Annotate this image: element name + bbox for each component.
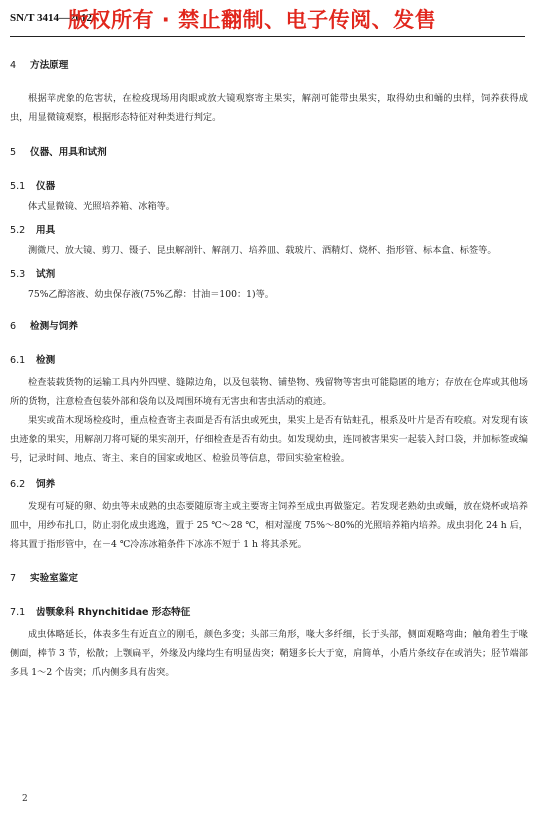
section-number: 7 [10,573,17,584]
section-heading [10,144,528,158]
copyright-watermark: 版权所有 · 禁止翻制、电子传阅、发售 [68,8,437,32]
paragraph: 75%乙醇溶液、幼虫保存液(75%乙醇：甘油＝100：1)等。 [28,289,274,300]
subsection-number: 5.3 [10,269,26,280]
paragraph: 检查装载货物的运输工具内外四壁、缝隙边角，以及包装物、铺垫物、残留物等害虫可能隐匿的地方；存放在仓库或其他场所的货物，注意检查包装外部和袋角以及周围环境有无害虫和害虫活动的痕迹。 [10,377,528,407]
subsection-heading [10,178,528,192]
section-title: 检测与饲养 [30,321,78,332]
paragraph: 根据苹虎象的危害状，在检疫现场用肉眼或放大镜观察寄主果实，解剖可能带虫果实，取得幼虫和蛹的虫样，饲养获得成虫，用显微镜观察，根据形态特征对种类进行判定。 [10,93,528,123]
section-title: 实验室鉴定 [30,573,78,584]
subsection-title: 试剂 [36,269,56,280]
section-title: 方法原理 [30,60,69,71]
section-number: 4 [10,60,17,71]
subsection-number: 5.1 [10,181,26,192]
subsection-number: 6.1 [10,355,26,366]
paragraph: 测微尺、放大镜、剪刀、镊子、昆虫解剖针、解剖刀、培养皿、载玻片、酒精灯、烧杯、指形管、标本盒、标签等。 [28,245,497,256]
paragraph: 成虫体略延长，体表多生有近直立的刚毛，颜色多变；头部三角形，喙大多纤细，长于头部，侧面观略弯曲；触角着生于喙侧面，棒节 3 节，松散；上颚扁平，外缘及内缘均生有明显齿突；鞘翅多长大于宽，肩简单，小盾片条纹存在或消失；胫节端部多具 1～2 个齿突；爪内侧多具有齿突。 [10,629,528,678]
section-heading [10,57,528,71]
subsection-heading [10,222,528,236]
subsection-number: 7.1 [10,607,26,618]
document-body [10,52,528,682]
subsection-title: 用具 [36,225,56,236]
subsection-heading [10,476,528,490]
paragraph: 发现有可疑的卵、幼虫等未成熟的虫态要随原寄主或主要寄主饲养至成虫再做鉴定。若发现老熟幼虫或蛹，放在烧杯或培养皿中，用纱布扎口，防止羽化成虫逃逸，置于 25 ℃～28 ℃，相对湿度 75%～80%的光照培养箱内培养。成虫羽化 24 h 后，将其置于指形管中，在－4 ℃冷冻冰箱条件下冰冻不短于 1 h 将其杀死。 [10,501,528,550]
subsection-number: 5.2 [10,225,26,236]
subsection-heading [10,352,528,366]
section-number: 5 [10,147,17,158]
subsection-title: 饲养 [36,479,56,490]
standard-code: SN/T 3414—2012 [10,12,93,24]
subsection-number: 6.2 [10,479,26,490]
paragraph: 果实或苗木现场检疫时，重点检查寄主表面是否有活虫或死虫，果实上是否有钻蛀孔，根系及叶片是否有咬痕。对发现有该虫迹象的果实，用解剖刀将可疑的果实剖开，仔细检查是否有幼虫。如发现幼虫，连同被害果实一起装入封口袋，并加标签或编号，记录时间、地点、寄主、来自的国家或地区、检验员等信息，带回实验室检验。 [10,415,528,464]
subsection-title: 仪器 [36,181,56,192]
section-heading [10,570,528,584]
subsection-title: 齿颚象科 Rhynchitidae 形态特征 [36,607,191,618]
subsection-heading [10,266,528,280]
page-number: 2 [22,794,28,804]
page-header [10,6,525,37]
subsection-heading [10,604,528,618]
section-heading [10,318,528,332]
paragraph: 体式显微镜、光照培养箱、冰箱等。 [28,201,175,212]
section-title: 仪器、用具和试剂 [30,147,107,158]
subsection-title: 检测 [36,355,56,366]
section-number: 6 [10,321,17,332]
